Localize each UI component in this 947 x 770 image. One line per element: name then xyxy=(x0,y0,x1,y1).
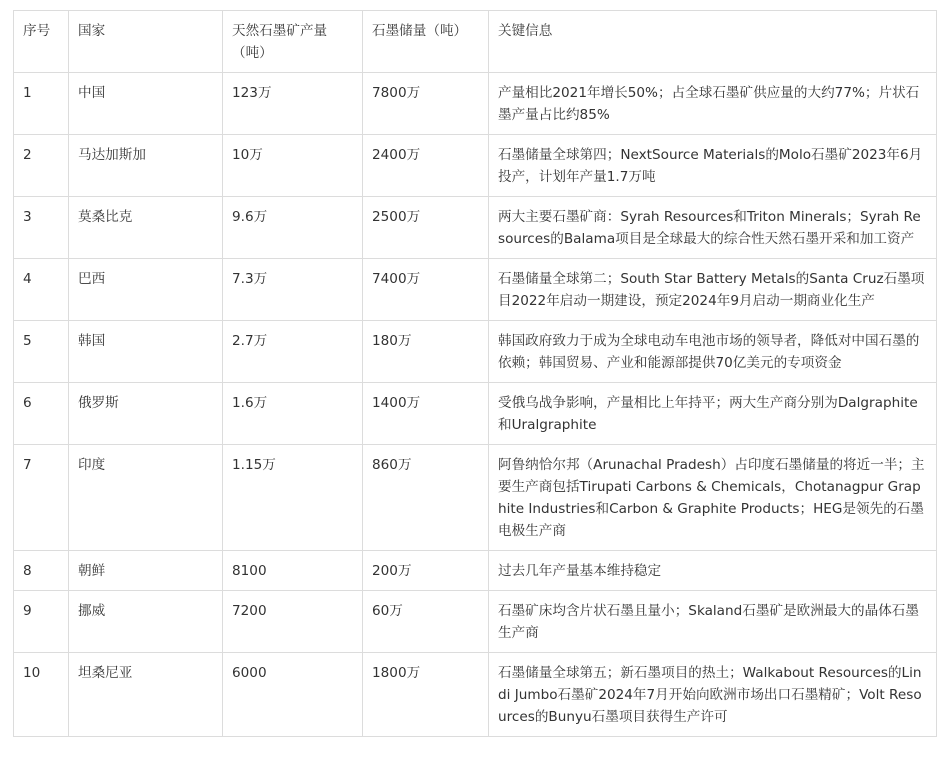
header-reserves: 石墨储量（吨） xyxy=(363,11,489,73)
cell-index: 9 xyxy=(14,591,69,653)
cell-key-info: 两大主要石墨矿商：Syrah Resources和Triton Minerals；Syrah Resources的Balama项目是全球最大的综合性天然石墨开采和加工资产 xyxy=(489,197,937,259)
cell-index: 10 xyxy=(14,653,69,737)
cell-country: 朝鲜 xyxy=(69,551,223,591)
cell-production: 7200 xyxy=(223,591,363,653)
graphite-table-container xyxy=(13,10,937,737)
cell-country: 莫桑比克 xyxy=(69,197,223,259)
cell-reserves: 860万 xyxy=(363,445,489,551)
cell-index: 1 xyxy=(14,73,69,135)
cell-country: 巴西 xyxy=(69,259,223,321)
cell-country: 挪威 xyxy=(69,591,223,653)
cell-country: 韩国 xyxy=(69,321,223,383)
cell-reserves: 1400万 xyxy=(363,383,489,445)
cell-country: 马达加斯加 xyxy=(69,135,223,197)
cell-country: 俄罗斯 xyxy=(69,383,223,445)
cell-key-info: 产量相比2021年增长50%；占全球石墨矿供应量的大约77%；片状石墨产量占比约85% xyxy=(489,73,937,135)
cell-reserves: 2500万 xyxy=(363,197,489,259)
cell-key-info: 石墨储量全球第五；新石墨项目的热土；Walkabout Resources的Lindi Jumbo石墨矿2024年7月开始向欧洲市场出口石墨精矿；Volt Resources的Bunyu石墨项目获得生产许可 xyxy=(489,653,937,737)
cell-index: 8 xyxy=(14,551,69,591)
cell-reserves: 200万 xyxy=(363,551,489,591)
graphite-countries-table xyxy=(13,10,937,737)
table-row xyxy=(14,445,937,551)
cell-production: 1.6万 xyxy=(223,383,363,445)
cell-reserves: 7800万 xyxy=(363,73,489,135)
cell-index: 4 xyxy=(14,259,69,321)
table-row xyxy=(14,197,937,259)
table-row xyxy=(14,591,937,653)
table-row xyxy=(14,135,937,197)
table-header-row xyxy=(14,11,937,73)
table-row xyxy=(14,321,937,383)
cell-reserves: 60万 xyxy=(363,591,489,653)
cell-reserves: 1800万 xyxy=(363,653,489,737)
cell-production: 123万 xyxy=(223,73,363,135)
cell-production: 1.15万 xyxy=(223,445,363,551)
header-index: 序号 xyxy=(14,11,69,73)
cell-reserves: 7400万 xyxy=(363,259,489,321)
cell-index: 3 xyxy=(14,197,69,259)
cell-production: 7.3万 xyxy=(223,259,363,321)
table-row xyxy=(14,259,937,321)
header-production: 天然石墨矿产量（吨） xyxy=(223,11,363,73)
cell-production: 9.6万 xyxy=(223,197,363,259)
cell-key-info: 石墨储量全球第二；South Star Battery Metals的Santa Cruz石墨项目2022年启动一期建设，预定2024年9月启动一期商业化生产 xyxy=(489,259,937,321)
cell-country: 印度 xyxy=(69,445,223,551)
cell-production: 2.7万 xyxy=(223,321,363,383)
cell-index: 2 xyxy=(14,135,69,197)
cell-production: 6000 xyxy=(223,653,363,737)
cell-key-info: 石墨储量全球第四；NextSource Materials的Molo石墨矿2023年6月投产，计划年产量1.7万吨 xyxy=(489,135,937,197)
cell-production: 8100 xyxy=(223,551,363,591)
cell-key-info: 阿鲁纳恰尔邦（Arunachal Pradesh）占印度石墨储量的将近一半；主要生产商包括Tirupati Carbons & Chemicals，Chotanagpur Graphite Industries和Carbon & Graphite Products；HEG是领先的石墨电极生产商 xyxy=(489,445,937,551)
cell-country: 中国 xyxy=(69,73,223,135)
cell-key-info: 过去几年产量基本维持稳定 xyxy=(489,551,937,591)
cell-production: 10万 xyxy=(223,135,363,197)
cell-index: 7 xyxy=(14,445,69,551)
cell-key-info: 韩国政府致力于成为全球电动车电池市场的领导者，降低对中国石墨的依赖；韩国贸易、产业和能源部提供70亿美元的专项资金 xyxy=(489,321,937,383)
cell-reserves: 180万 xyxy=(363,321,489,383)
table-row xyxy=(14,653,937,737)
cell-index: 6 xyxy=(14,383,69,445)
cell-index: 5 xyxy=(14,321,69,383)
header-country: 国家 xyxy=(69,11,223,73)
header-key-info: 关键信息 xyxy=(489,11,937,73)
table-row xyxy=(14,73,937,135)
cell-reserves: 2400万 xyxy=(363,135,489,197)
cell-key-info: 受俄乌战争影响，产量相比上年持平；两大生产商分别为Dalgraphite和Uralgraphite xyxy=(489,383,937,445)
table-row xyxy=(14,383,937,445)
cell-country: 坦桑尼亚 xyxy=(69,653,223,737)
cell-key-info: 石墨矿床均含片状石墨且量小；Skaland石墨矿是欧洲最大的晶体石墨生产商 xyxy=(489,591,937,653)
table-row xyxy=(14,551,937,591)
